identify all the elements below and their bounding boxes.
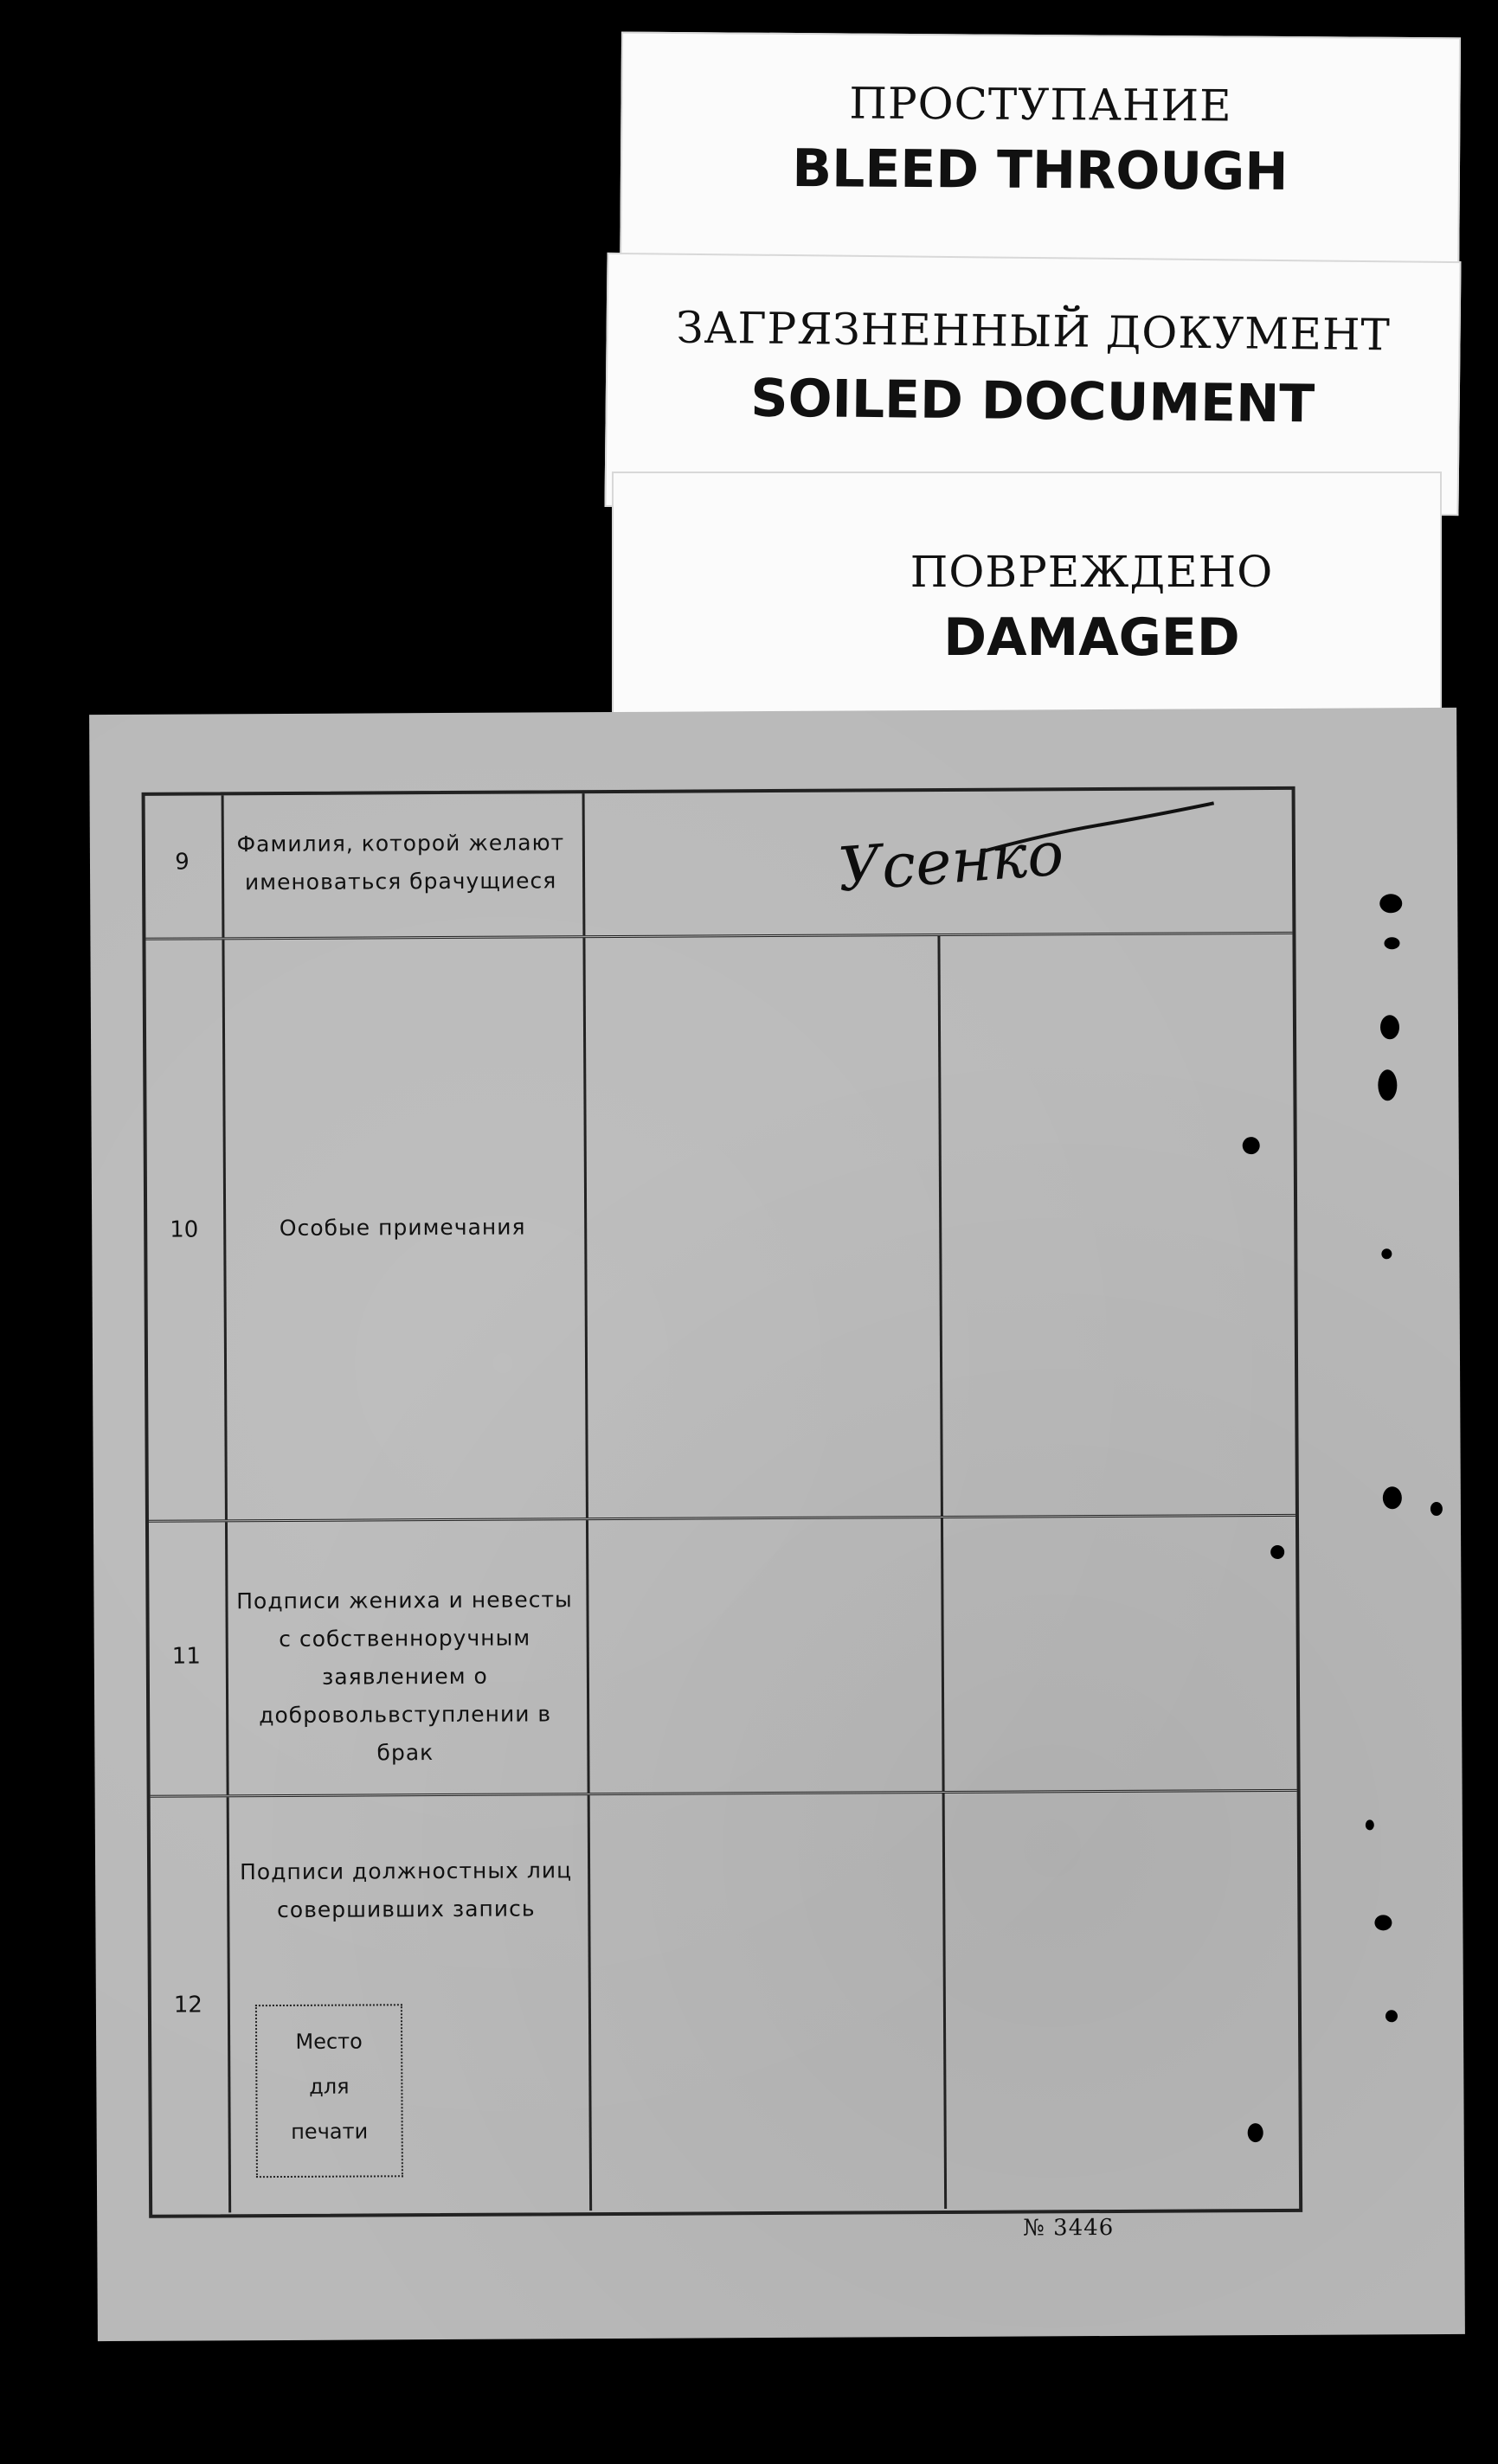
row-label: Особые примечания: [279, 1214, 526, 1242]
stamp-line: Место: [295, 2029, 363, 2054]
row-label: Подписи должностных лиц совершивших запись: [240, 1858, 573, 1923]
row-number: 12: [173, 1992, 203, 2018]
damage-hole: [1379, 894, 1402, 913]
form-table: [142, 786, 1303, 2218]
document-number: № 3446: [1023, 2214, 1115, 2242]
damage-hole: [1385, 2010, 1398, 2022]
column-divider: [937, 936, 943, 1516]
column-divider: [942, 1793, 948, 2209]
damage-hole: [1378, 1069, 1397, 1100]
form-row-10: [145, 934, 1295, 1523]
stamp-line: для: [309, 2074, 350, 2099]
row-number: 10: [170, 1216, 199, 1243]
handwriting-flourish: [976, 799, 1218, 860]
damage-hole: [1270, 1545, 1284, 1559]
stamp-line: печати: [291, 2119, 369, 2144]
row-label: Фамилия, которой желают именоваться брачущиеся: [236, 830, 565, 895]
stamp-place-box: [255, 2004, 403, 2178]
damage-hole: [1366, 1819, 1374, 1830]
damage-hole: [1248, 2123, 1263, 2142]
row-number: 9: [175, 849, 190, 876]
damaged-ru: ПОВРЕЖДЕНО: [910, 547, 1274, 597]
form-row-11: [149, 1517, 1297, 1798]
damage-hole: [1243, 1137, 1260, 1154]
soiled-document-en: SOILED DOCUMENT: [750, 368, 1315, 435]
form-row-12: [151, 1792, 1299, 2213]
column-divider: [586, 1520, 590, 1793]
column-divider: [582, 793, 586, 935]
form-row-9: [145, 790, 1293, 940]
damage-hole: [1383, 1486, 1402, 1509]
row-number: 11: [171, 1643, 201, 1670]
handwritten-surname: Усенко: [835, 818, 1066, 906]
bleed-through-ru: ПРОСТУПАНИЕ: [849, 78, 1232, 132]
damaged-card: [612, 472, 1442, 735]
row-label: Подписи жениха и невесты с собственноручным заявлением о добровольвступлении в брак: [236, 1587, 573, 1766]
column-divider: [588, 1795, 593, 2211]
bleed-through-en: BLEED THROUGH: [792, 138, 1289, 202]
column-divider: [941, 1518, 945, 1791]
damage-hole: [1380, 1015, 1399, 1039]
column-divider: [582, 938, 588, 1518]
damage-hole: [1430, 1502, 1443, 1516]
document-sheet: [89, 708, 1465, 2341]
damage-hole: [1374, 1915, 1392, 1930]
soiled-document-ru: ЗАГРЯЗНЕННЫЙ ДОКУМЕНТ: [676, 302, 1392, 361]
damaged-en: DAMAGED: [943, 607, 1240, 668]
damage-hole: [1384, 937, 1399, 949]
damage-hole: [1381, 1248, 1392, 1259]
